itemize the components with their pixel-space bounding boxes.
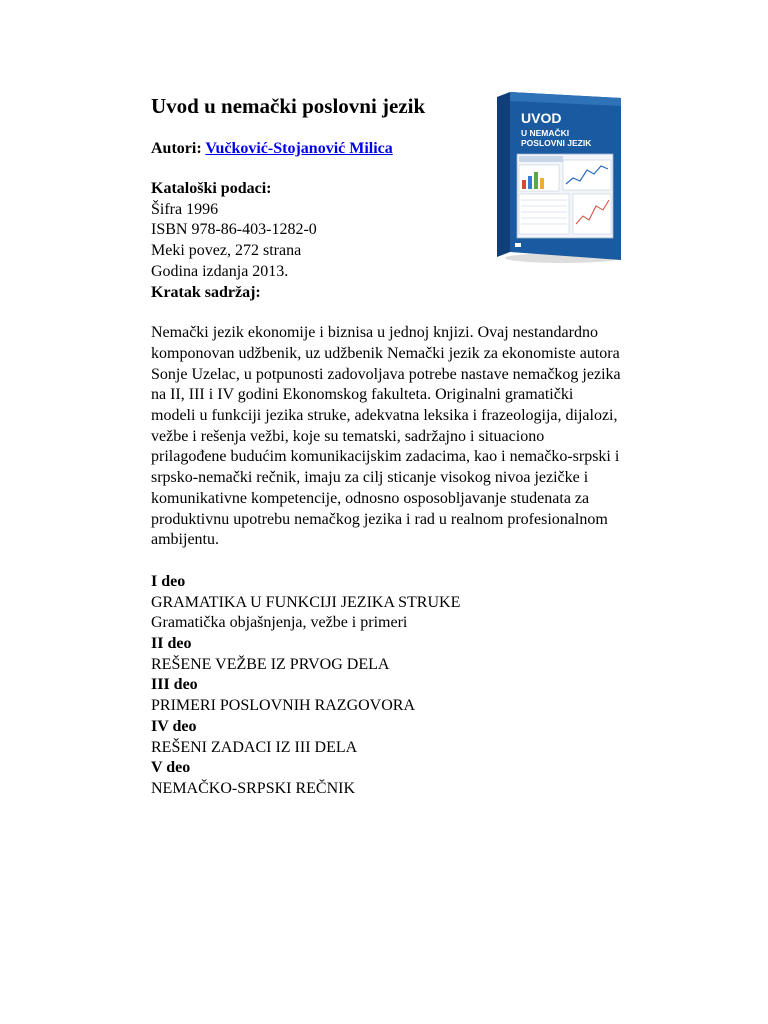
part-2-title: REŠENE VEŽBE IZ PRVOG DELA: [151, 655, 390, 673]
catalog-heading: Kataloški podaci:: [151, 180, 272, 197]
cover-title-line3: POSLOVNI JEZIK: [521, 138, 592, 148]
book-title: Uvod u nemački poslovni jezik: [151, 94, 426, 118]
summary-text: Nemački jezik ekonomije i biznisa u jednoj knjizi. Ovaj nestandardno komponovan udžbenik, uz udžbenik Nemački jezik za ekonomiste autora Sonje Uzelac, u potpunosti zadovoljava potrebe nastave nemačkog jezika na II, III i IV godini Ekonomskog fakulteta. Originalni gramatički modeli u funkciji jezika struke, adekvatna leksika i frazeologija, dijalozi, vežbe i rešenja vežbi, koje su tematski, sadržajno i situaciono prilagođene budućim komunikacijskim zadacima, kao i nemačko-srpski i srpsko-nemački rečnik, imaju za cilj sticanje visokog nivoa jezičke i komunikativne kompetencije, odnosno osposobljavanje studenata za produktivnu upotrebu nemačkog jezika i rad u realnom profesionalnom ambijentu.: [151, 324, 621, 549]
cover-collage-panel-b: [563, 160, 611, 190]
catalog-isbn: ISBN 978-86-403-1282-0: [151, 221, 317, 239]
author-link[interactable]: Vučković-Stojanović Milica: [205, 140, 393, 157]
catalog-binding: Meki povez, 272 strana: [151, 242, 302, 260]
summary-heading: Kratak sadržaj:: [151, 283, 261, 301]
contents-list: [151, 572, 621, 800]
part-1-subtitle: Gramatička objašnjenja, vežbe i primeri: [151, 614, 408, 632]
cover-bar-a4: [540, 178, 544, 189]
cover-title-line2: U NEMAČKI: [521, 128, 570, 138]
part-2-label: II deo: [151, 635, 192, 653]
part-4-label: IV deo: [151, 717, 197, 735]
part-5-title: NEMAČKO-SRPSKI REČNIK: [151, 779, 356, 797]
cover-title-line1: UVOD: [521, 110, 562, 126]
part-1-label: I deo: [151, 572, 186, 590]
part-1-title: GRAMATIKA U FUNKCIJI JEZIKA STRUKE: [151, 593, 461, 611]
part-5-label: V deo: [151, 759, 191, 777]
part-4-title: REŠENI ZADACI IZ III DELA: [151, 738, 358, 756]
catalog-code: Šifra 1996: [151, 200, 219, 218]
cover-bar-a2: [528, 176, 532, 189]
cover-spine: [497, 92, 510, 257]
cover-collage-header: [519, 156, 563, 162]
book-cover-image: [497, 92, 623, 264]
catalog-year: Godina izdanja 2013.: [151, 262, 289, 280]
part-3-title: PRIMERI POSLOVNIH RAZGOVORA: [151, 697, 416, 715]
cover-bar-a1: [522, 180, 526, 189]
part-3-label: III deo: [151, 676, 198, 694]
authors-label: Autori:: [151, 140, 202, 157]
publisher-logo-icon: [515, 243, 521, 247]
cover-bar-a3: [534, 172, 538, 189]
